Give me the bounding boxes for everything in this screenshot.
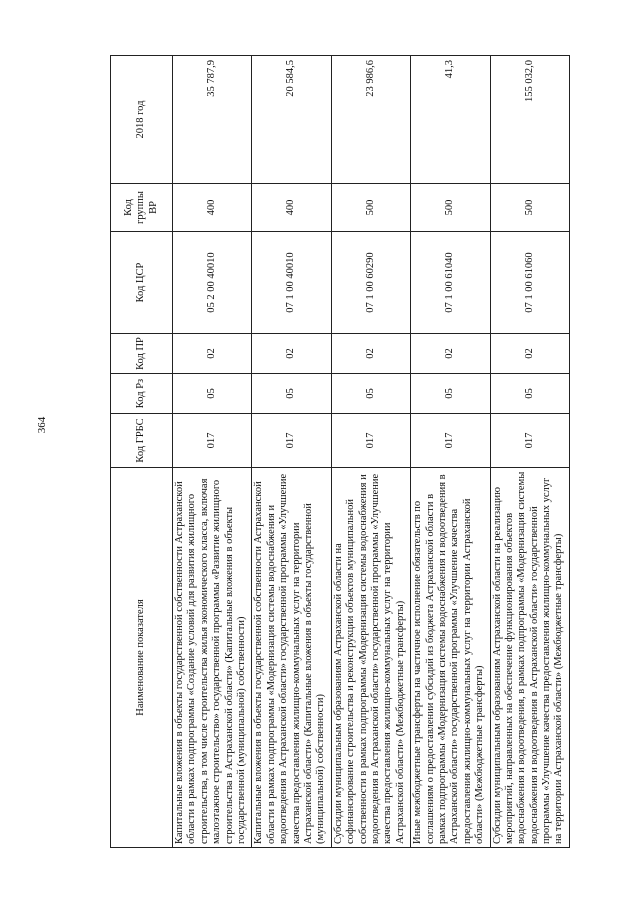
row-csr: 07 1 00 60290 [331,232,410,334]
row-pr: 02 [490,334,569,374]
header-grbs: Код ГРБС [111,414,173,468]
row-rz: 05 [331,374,410,414]
row-rz: 05 [411,374,490,414]
row-year: 155 032,0 [490,56,569,184]
row-pr: 02 [331,334,410,374]
table-row [252,56,331,848]
row-name: Субсидии муниципальным образованиям Астраханской области на софинансирование строительства и реконструкции объектов муниципальной собственности в рамках подпрограммы «Модернизация системы водоснабжения и водоотведения в Астраханской области» государственной программы «Улучшение качества предоставления жилищно-коммунальных услуг на территории Астраханской области» (Межбюджетные трансферты) [331,468,410,848]
row-grbs: 017 [331,414,410,468]
budget-table [110,55,570,848]
table-header-row [111,56,173,848]
row-year: 23 986,6 [331,56,410,184]
row-year: 20 584,5 [252,56,331,184]
row-grbs: 017 [490,414,569,468]
table-row [331,56,410,848]
row-grbs: 017 [252,414,331,468]
row-csr: 07 1 00 61040 [411,232,490,334]
header-vr: Код группы ВР [111,184,173,232]
row-pr: 02 [411,334,490,374]
header-year: 2018 год [111,56,173,184]
row-vr: 500 [331,184,410,232]
header-csr: Код ЦСР [111,232,173,334]
row-pr: 02 [252,334,331,374]
row-name: Иные межбюджетные трансферты на частичное исполнение обязательств по соглашениям о предоставлении субсидий из бюджета Астраханской области в рамках подпрограммы «Модернизация системы водоснабжения и водоотведения в Астраханской области» государственной программы «Улучшение качества предоставления жилищно-коммунальных услуг на территории Астраханской области» (Межбюджетные трансферты) [411,468,490,848]
page-number: 364 [36,416,48,434]
row-name: Капитальные вложения в объекты государственной собственности Астраханской области в рамках подпрограммы «Создание условий для развития жилищного строительства, в том числе строительства жилья экономического класса, включая малоэтажное строительство» государственной программы «Развитие жилищного строительства в Астраханской области» (Капитальные вложения в объекты государственной (муниципальной) собственности) [173,468,252,848]
header-pr: Код ПР [111,334,173,374]
budget-table-sheet [110,56,570,848]
table-row [490,56,569,848]
row-grbs: 017 [173,414,252,468]
row-rz: 05 [490,374,569,414]
table-row [173,56,252,848]
table-row [411,56,490,848]
row-grbs: 017 [411,414,490,468]
row-name: Субсидии муниципальным образованиям Астраханской области на реализацию мероприятий, направленных на обеспечение функционирования объектов водоснабжения и водоотведения, в рамках подпрограммы «Модернизация системы водоснабжения и водоотведения в Астраханской области» государственной программы «Улучшение качества предоставления жилищно-коммунальных услуг на территории Астраханской области» (Межбюджетные трансферты) [490,468,569,848]
row-vr: 400 [252,184,331,232]
row-vr: 500 [411,184,490,232]
row-vr: 500 [490,184,569,232]
row-rz: 05 [252,374,331,414]
row-name: Капитальные вложения в объекты государственной собственности Астраханской области в рамках подпрограммы «Модернизация системы водоснабжения и водоотведения в Астраханской области» государственной программы «Улучшение качества предоставления жилищно-коммунальных услуг на территории Астраханской области» (Капитальные вложения в объекты государственной (муниципальной) собственности) [252,468,331,848]
row-csr: 07 1 00 61060 [490,232,569,334]
header-name: Наименование показателя [111,468,173,848]
header-rz: Код Рз [111,374,173,414]
row-year: 35 787,9 [173,56,252,184]
row-pr: 02 [173,334,252,374]
row-rz: 05 [173,374,252,414]
row-csr: 05 2 00 40010 [173,232,252,334]
row-vr: 400 [173,184,252,232]
row-csr: 07 1 00 40010 [252,232,331,334]
row-year: 41,3 [411,56,490,184]
